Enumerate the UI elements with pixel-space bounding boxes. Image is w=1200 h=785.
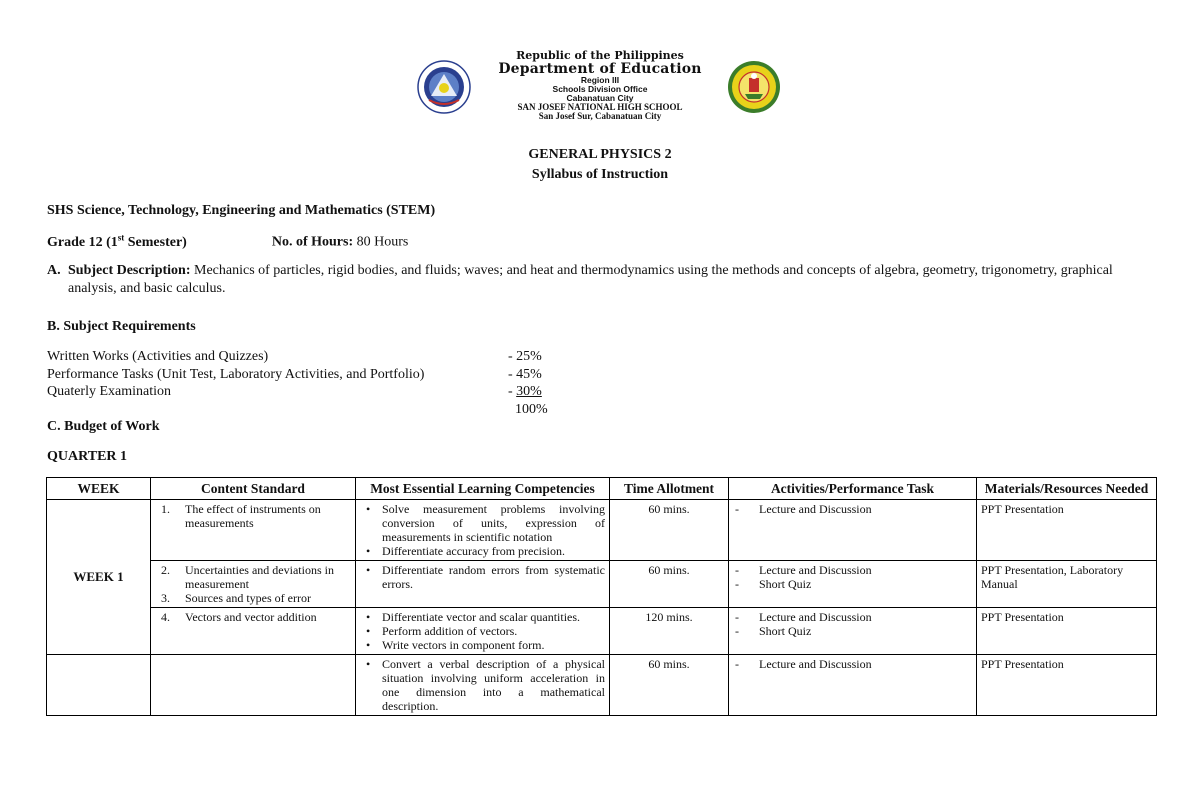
materials-cell: PPT Presentation [977, 655, 1157, 716]
activities-cell: - Lecture and Discussion - Short Quiz [729, 561, 977, 608]
competency-cell: • Differentiate random errors from systematic errors. [356, 561, 610, 608]
letterhead-address: San Josef Sur, Cabanatuan City [538, 111, 662, 122]
requirements-total: 100% [515, 402, 548, 417]
requirement-value: - 25% [508, 349, 542, 364]
document-titles [0, 145, 1200, 185]
materials-cell: PPT Presentation, Laboratory Manual [977, 561, 1157, 608]
competency-cell: • Differentiate vector and scalar quantities. • Perform addition of vectors. • Write vectors in component form. [356, 608, 610, 655]
letterhead-republic: Republic of the Philippines [516, 49, 684, 62]
requirement-label: Quaterly Examination [47, 384, 172, 399]
hours-label: No. of Hours: [271, 234, 354, 250]
content-cell: 4. Vectors and vector addition [151, 608, 356, 655]
activities-cell: - Lecture and Discussion - Short Quiz [729, 608, 977, 655]
table-row [47, 561, 1157, 608]
header-materials: Materials/Resources Needed [977, 478, 1157, 500]
week-cell: WEEK 1 [47, 500, 151, 655]
competency-cell: • Convert a verbal description of a physical situation involving uniform acceleration in one dimension into a mathematical description. [356, 655, 610, 716]
letterhead-region: Region III [580, 75, 620, 86]
table-row [47, 500, 1157, 561]
materials-cell: PPT Presentation [977, 608, 1157, 655]
header-activities: Activities/Performance Task [729, 478, 977, 500]
letterhead-school: SAN JOSEF NATIONAL HIGH SCHOOL [517, 102, 683, 112]
letterhead-department: Department of Education [498, 60, 702, 77]
materials-cell: PPT Presentation [977, 500, 1157, 561]
time-cell: 60 mins. [610, 561, 729, 608]
header-time-allotment: Time Allotment [610, 478, 729, 500]
document-subtitle: Syllabus of Instruction [531, 167, 669, 182]
requirement-value: - 30% [508, 384, 542, 399]
header-competencies: Most Essential Learning Competencies [356, 478, 610, 500]
grade-label: Grade 12 (1st Semester) [47, 232, 187, 250]
letterhead-city: Cabanatuan City [566, 93, 634, 104]
requirements-heading: B. Subject Requirements [47, 319, 196, 334]
letterhead [0, 50, 1200, 122]
requirement-label: Written Works (Activities and Quizzes) [47, 349, 269, 364]
budget-heading: C. Budget of Work [47, 419, 160, 434]
quarter-heading: QUARTER 1 [47, 449, 128, 464]
budget-table [46, 477, 1157, 716]
table-row [47, 608, 1157, 655]
time-cell: 120 mins. [610, 608, 729, 655]
description-label: Subject Description: [68, 263, 191, 278]
content-cell: 1. The effect of instruments on measurements [151, 500, 356, 561]
requirement-label: Performance Tasks (Unit Test, Laboratory Activities, and Portfolio) [47, 367, 425, 382]
letterhead-division: Schools Division Office [552, 84, 648, 95]
description-letter: A. [47, 263, 61, 278]
time-cell: 60 mins. [610, 500, 729, 561]
table-header-row [47, 478, 1157, 500]
requirement-value: - 45% [508, 367, 542, 382]
week-cell [47, 655, 151, 716]
header-content-standard: Content Standard [151, 478, 356, 500]
time-cell: 60 mins. [610, 655, 729, 716]
competency-cell: • Solve measurement problems involving conversion of units, expression of measurements in scientific notation • Differentiate accuracy from precision. [356, 500, 610, 561]
content-cell: 2. Uncertainties and deviations in measurement 3. Sources and types of error [151, 561, 356, 608]
description-text: Mechanics of particles, rigid bodies, and fluids; waves; and heat and thermodynamics using the methods and concepts of algebra, geometry, trigonometry, graphical analysis, and basic calculus. [68, 263, 1113, 296]
document-title: GENERAL PHYSICS 2 [528, 147, 672, 162]
hours-value: 80 Hours [353, 234, 409, 250]
activities-cell: - Lecture and Discussion [729, 655, 977, 716]
content-cell [151, 655, 356, 716]
track-line: SHS Science, Technology, Engineering and Mathematics (STEM) [47, 203, 436, 218]
activities-cell: - Lecture and Discussion [729, 500, 977, 561]
header-week: WEEK [47, 478, 151, 500]
grade-line [47, 232, 408, 251]
subject-description [47, 262, 1147, 298]
table-row [47, 655, 1157, 716]
